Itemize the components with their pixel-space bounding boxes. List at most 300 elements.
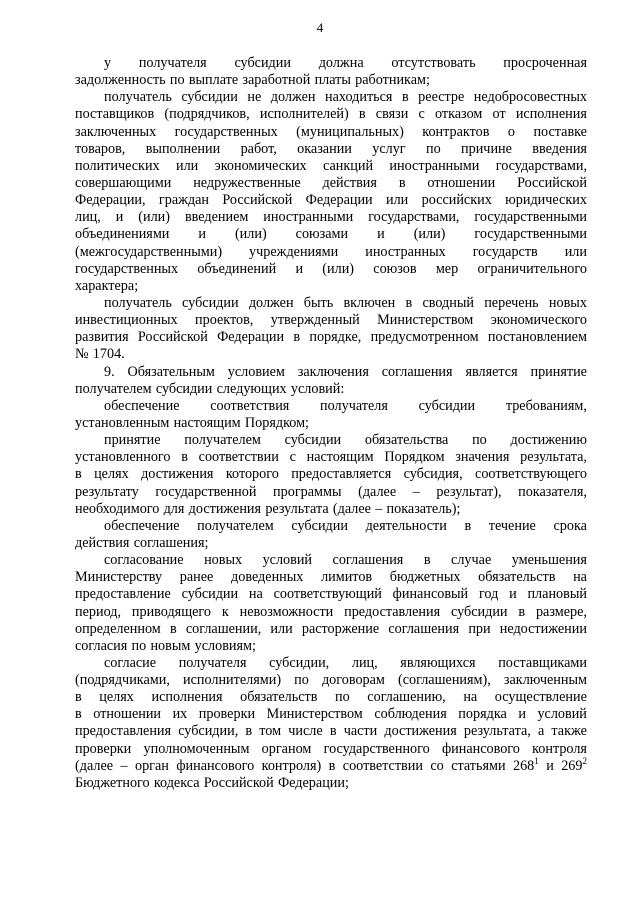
text-line <box>75 672 587 689</box>
word: Министерством <box>377 312 474 329</box>
word: значения <box>455 449 510 466</box>
word: Порядком <box>384 449 445 466</box>
word: (соглашениям), <box>398 672 491 689</box>
word: поставщиков <box>75 106 155 123</box>
word: отказом <box>434 106 483 123</box>
word: государственного <box>323 740 430 757</box>
word: в <box>181 449 188 466</box>
word: по <box>131 637 147 654</box>
word: Обязательным <box>127 363 215 380</box>
word: союзов <box>373 260 417 277</box>
word: субсидии <box>418 397 476 414</box>
word: в <box>328 757 336 774</box>
word: субсидии <box>451 603 508 620</box>
word: задолженность <box>75 72 166 89</box>
word: в <box>464 517 472 534</box>
word: соглашению, <box>367 689 446 706</box>
word: принятие <box>530 363 587 380</box>
word: заработной <box>242 72 311 89</box>
word: предоставляется <box>291 466 392 483</box>
text-line <box>75 723 587 740</box>
word: учреждениями <box>249 243 339 260</box>
word: юридических <box>505 192 587 209</box>
word: Порядком; <box>244 414 309 431</box>
word: государств <box>472 243 538 260</box>
word: соглашении, <box>185 620 262 637</box>
word: лимитов <box>321 569 373 586</box>
word: получателя <box>138 55 207 71</box>
word: субсидии, <box>178 723 239 740</box>
text-line <box>75 175 587 192</box>
word: или <box>386 192 409 209</box>
text-line <box>75 106 587 123</box>
text-line <box>75 449 587 466</box>
word: на <box>248 586 263 603</box>
word: результата <box>265 500 329 517</box>
word: предусмотренном <box>370 329 479 346</box>
word: (или) <box>413 226 446 243</box>
word: обязательства <box>364 432 449 449</box>
word: контрактов <box>422 123 490 140</box>
text-line <box>75 192 587 209</box>
word: – <box>120 757 128 774</box>
word: срока <box>553 517 587 534</box>
word: граждан <box>158 192 210 209</box>
word: развития <box>75 329 129 346</box>
word: исполнителями) <box>183 672 282 689</box>
word: установленного <box>75 449 171 466</box>
word: к <box>221 603 229 620</box>
word: целях <box>94 466 129 483</box>
word: согласие <box>104 654 157 671</box>
word: доведенных <box>231 569 304 586</box>
word: по <box>425 140 441 157</box>
word: отношении <box>427 174 496 191</box>
word: (далее <box>358 483 397 500</box>
superscript: 2 <box>582 755 587 766</box>
word: соответствии <box>198 449 279 466</box>
word: с <box>289 449 296 466</box>
word: по <box>335 689 350 706</box>
word: при <box>468 620 491 637</box>
word: находиться <box>325 89 393 106</box>
word: Министерству <box>75 569 163 586</box>
word: работникам; <box>355 72 430 89</box>
word: показатель); <box>386 500 461 517</box>
word: соблюдения <box>374 706 447 723</box>
word: (или) <box>138 209 170 226</box>
word: целях <box>99 689 134 706</box>
word: деятельности <box>365 517 447 534</box>
word: которого <box>225 466 279 483</box>
word: Российской <box>222 192 293 209</box>
word: Федерации <box>217 329 285 346</box>
word: исполнителей) <box>259 106 349 123</box>
word: настоящим <box>173 414 241 431</box>
word: новых <box>548 294 587 311</box>
word: соглашения <box>381 363 453 380</box>
word: органом <box>261 740 312 757</box>
text-line <box>75 484 587 501</box>
word: государственных <box>174 123 278 140</box>
word: соответствующий <box>273 586 382 603</box>
word: программы <box>273 483 342 500</box>
word: политических <box>75 157 160 174</box>
word: государствами, <box>368 209 460 226</box>
word: (муниципальных) <box>296 123 404 140</box>
word: субсидии <box>182 294 239 311</box>
text-line <box>75 124 587 141</box>
word: по <box>472 432 487 449</box>
word: характера; <box>75 277 139 294</box>
word: для <box>163 500 185 517</box>
word: принятие <box>104 432 161 449</box>
word: исполнения <box>515 106 587 123</box>
text-line <box>75 689 587 706</box>
word: субсидии <box>234 55 291 71</box>
word: или <box>564 243 587 260</box>
word: субсидии <box>181 586 239 603</box>
word: – <box>412 483 420 500</box>
word: получателем <box>184 432 261 449</box>
word: государствами, <box>495 157 587 174</box>
word: Российской <box>203 774 274 791</box>
word: экономического <box>490 312 587 329</box>
word: являющихся <box>400 654 476 671</box>
text-line <box>75 141 587 158</box>
word: государственных <box>75 260 179 277</box>
word: в <box>518 603 526 620</box>
word: новых <box>204 552 243 569</box>
word: субсидии, <box>269 654 330 671</box>
word: или <box>270 620 293 637</box>
text-line <box>75 621 587 638</box>
word: услуг <box>372 140 406 157</box>
word: на <box>463 689 478 706</box>
word: части <box>343 723 378 740</box>
word: ограничительного <box>477 260 587 277</box>
word: поставщиками <box>498 654 587 671</box>
text-line <box>75 381 587 398</box>
word: расторжение <box>301 620 380 637</box>
word: постановлением <box>487 329 587 346</box>
word: плановый <box>527 586 587 603</box>
word: (подрядчиков, <box>164 106 250 123</box>
word: у <box>104 55 112 71</box>
word: $268^1$ <box>512 755 539 774</box>
page-number: 4 <box>316 20 324 35</box>
text-line <box>75 432 587 449</box>
word: соответствия <box>210 397 290 414</box>
word: по <box>294 672 309 689</box>
word: том <box>259 723 282 740</box>
word: соответствующего <box>475 466 587 483</box>
word: и <box>115 209 124 226</box>
word: связи <box>375 106 409 123</box>
word: условием <box>227 363 285 380</box>
word: (или) <box>234 226 267 243</box>
word: быть <box>303 294 334 311</box>
word: предоставления <box>344 603 441 620</box>
word: является <box>465 363 518 380</box>
word: недружественные <box>193 174 301 191</box>
word: санкций <box>323 157 374 174</box>
word: показателя, <box>518 483 587 500</box>
text-line <box>75 398 587 415</box>
word: действия <box>75 534 130 551</box>
word: субсидия, <box>403 466 463 483</box>
word: государственными <box>474 226 587 243</box>
word: проверки <box>198 706 256 723</box>
word: о <box>507 123 515 140</box>
word: (далее <box>332 500 371 517</box>
word: обеспечение <box>104 397 180 414</box>
word: иностранными <box>389 157 480 174</box>
word: заключенным <box>503 672 587 689</box>
word: осуществление <box>494 689 587 706</box>
text-line <box>75 364 587 381</box>
word: новым <box>150 637 191 654</box>
word: приводящего <box>131 603 211 620</box>
word: в <box>398 174 406 191</box>
word: Федерации, <box>75 192 146 209</box>
word: требованиям, <box>505 397 587 414</box>
word: должен <box>270 89 316 106</box>
word: согласия <box>75 637 128 654</box>
word: заключения <box>297 363 369 380</box>
word: с <box>418 106 425 123</box>
word: субсидии <box>284 432 342 449</box>
word: получателем <box>197 517 274 534</box>
body-text <box>75 55 587 792</box>
word: сводный <box>422 294 474 311</box>
word: (или) <box>322 260 355 277</box>
text-line <box>75 329 587 346</box>
text-line <box>75 89 587 106</box>
word: и <box>377 226 385 243</box>
word: и <box>198 226 206 243</box>
word: получателем <box>75 380 152 397</box>
word: на <box>573 569 587 586</box>
word: финансового <box>176 757 255 774</box>
word: 1704. <box>92 346 125 363</box>
text-line <box>75 655 587 672</box>
word: достижению <box>510 432 587 449</box>
word: размере, <box>535 603 587 620</box>
text-line <box>75 261 587 278</box>
word: выплате <box>188 72 239 89</box>
word: введением <box>184 209 249 226</box>
text-line <box>75 158 587 175</box>
word: результат), <box>436 483 502 500</box>
word: в <box>245 723 253 740</box>
word: (межгосударственными) <box>75 243 223 260</box>
word: субсидии <box>155 380 213 397</box>
word: числе <box>288 723 323 740</box>
text-line <box>75 312 587 329</box>
word: установленным <box>75 414 170 431</box>
word: проектов, <box>195 312 254 329</box>
word: ранее <box>179 569 214 586</box>
word: достижения <box>141 466 214 483</box>
word: государственной <box>155 483 257 500</box>
word: проверки <box>75 740 132 757</box>
word: результата, <box>463 723 531 740</box>
word: действия <box>322 174 377 191</box>
word: получателя <box>178 654 247 671</box>
word: иностранными <box>263 209 354 226</box>
word: кодекса <box>153 774 200 791</box>
word: реестре <box>418 89 465 106</box>
word: должна <box>318 55 364 71</box>
word: в <box>169 620 177 637</box>
word: в <box>423 552 431 569</box>
word: соответствии <box>342 757 423 774</box>
word: условий <box>262 552 313 569</box>
text-line <box>75 55 587 72</box>
text-line <box>75 415 587 432</box>
word: должен <box>248 294 294 311</box>
word: $269^2$ <box>561 755 587 774</box>
word: достижения <box>188 500 262 517</box>
word: невозможности <box>239 603 334 620</box>
word: уменьшения <box>511 552 587 569</box>
word: финансового <box>441 740 520 757</box>
word: орган <box>134 757 169 774</box>
word: соглашения <box>332 552 404 569</box>
word: предоставление <box>75 586 171 603</box>
word: совершающими <box>75 174 172 191</box>
text-line <box>75 209 587 226</box>
text-line <box>75 535 587 552</box>
word: и <box>295 260 304 277</box>
text-line <box>75 604 587 621</box>
word: соглашения <box>388 620 460 637</box>
word: и <box>509 586 517 603</box>
word: следующих <box>216 380 287 397</box>
text-line <box>75 295 587 312</box>
word: контроля <box>532 740 587 757</box>
word: союзами <box>295 226 349 243</box>
word: объединениями <box>75 226 170 243</box>
word: получатель <box>104 89 172 106</box>
word: платы <box>314 72 351 89</box>
word: Российской <box>517 174 587 191</box>
word: отношении <box>93 706 162 723</box>
word: работ, <box>240 140 277 157</box>
word: получателя <box>320 397 388 414</box>
text-line <box>75 244 587 261</box>
word: согласование <box>104 552 184 569</box>
word: а <box>537 723 545 740</box>
word: (далее <box>75 757 114 774</box>
word: и <box>518 706 526 723</box>
word: в <box>293 329 301 346</box>
word: период, <box>75 603 122 620</box>
text-line <box>75 775 587 792</box>
word: № <box>75 346 89 363</box>
word: их <box>172 706 188 723</box>
word: Российской <box>137 329 208 346</box>
word: условий <box>537 706 587 723</box>
word: уполномоченным <box>143 740 250 757</box>
word: (подрядчиками, <box>75 672 170 689</box>
word: порядка <box>458 706 507 723</box>
word: субсидии <box>291 517 348 534</box>
text-line <box>75 569 587 586</box>
word: договорам <box>321 672 385 689</box>
word: со <box>430 757 444 774</box>
word: утвержденный <box>270 312 360 329</box>
word: лиц, <box>75 209 101 226</box>
word: в <box>358 106 366 123</box>
word: иностранных <box>365 243 446 260</box>
word: получатель <box>104 294 172 311</box>
word: товаров, <box>75 140 126 157</box>
word: государственными <box>474 209 587 226</box>
word: порядке, <box>309 329 362 346</box>
word: недостижении <box>499 620 587 637</box>
word: субсидии <box>181 89 238 106</box>
word: случае <box>451 552 492 569</box>
word: результата, <box>520 449 587 466</box>
word: – <box>375 500 383 517</box>
text-line <box>75 518 587 535</box>
word: отсутствовать <box>391 55 476 71</box>
word: по <box>169 72 185 89</box>
word: определенном <box>75 620 161 637</box>
text-line <box>75 72 587 89</box>
word: или <box>176 157 199 174</box>
word: соглашения; <box>133 534 209 551</box>
word: настоящим <box>306 449 374 466</box>
text-line <box>75 638 587 655</box>
word: недобросовестных <box>473 89 587 106</box>
text-line <box>75 466 587 483</box>
word: исполнения <box>151 689 223 706</box>
word: обязательств <box>240 689 318 706</box>
word: экономических <box>214 157 307 174</box>
text-line <box>75 741 587 758</box>
word: бюджетных <box>389 569 461 586</box>
word: обеспечение <box>104 517 180 534</box>
word: мер <box>435 260 459 277</box>
word: условиям; <box>194 637 256 654</box>
text-line <box>75 346 587 363</box>
word: заключенных <box>75 123 157 140</box>
word: в <box>329 723 337 740</box>
word: поставке <box>533 123 587 140</box>
text-line <box>75 552 587 569</box>
word: не <box>247 89 262 106</box>
word: течение <box>488 517 536 534</box>
word: и <box>546 757 554 774</box>
word: достижения <box>384 723 457 740</box>
word: инвестиционных <box>75 312 178 329</box>
word: от <box>492 106 506 123</box>
word: лиц, <box>351 654 378 671</box>
word: условий: <box>290 380 345 397</box>
word: введения <box>532 140 587 157</box>
word: Федерации <box>305 192 373 209</box>
word: в <box>75 689 82 706</box>
word: статьями <box>451 757 506 774</box>
word: контроля) <box>261 757 322 774</box>
word: в <box>75 466 82 483</box>
word: Министерством <box>266 706 363 723</box>
word: финансовый <box>392 586 469 603</box>
word: в <box>401 89 409 106</box>
